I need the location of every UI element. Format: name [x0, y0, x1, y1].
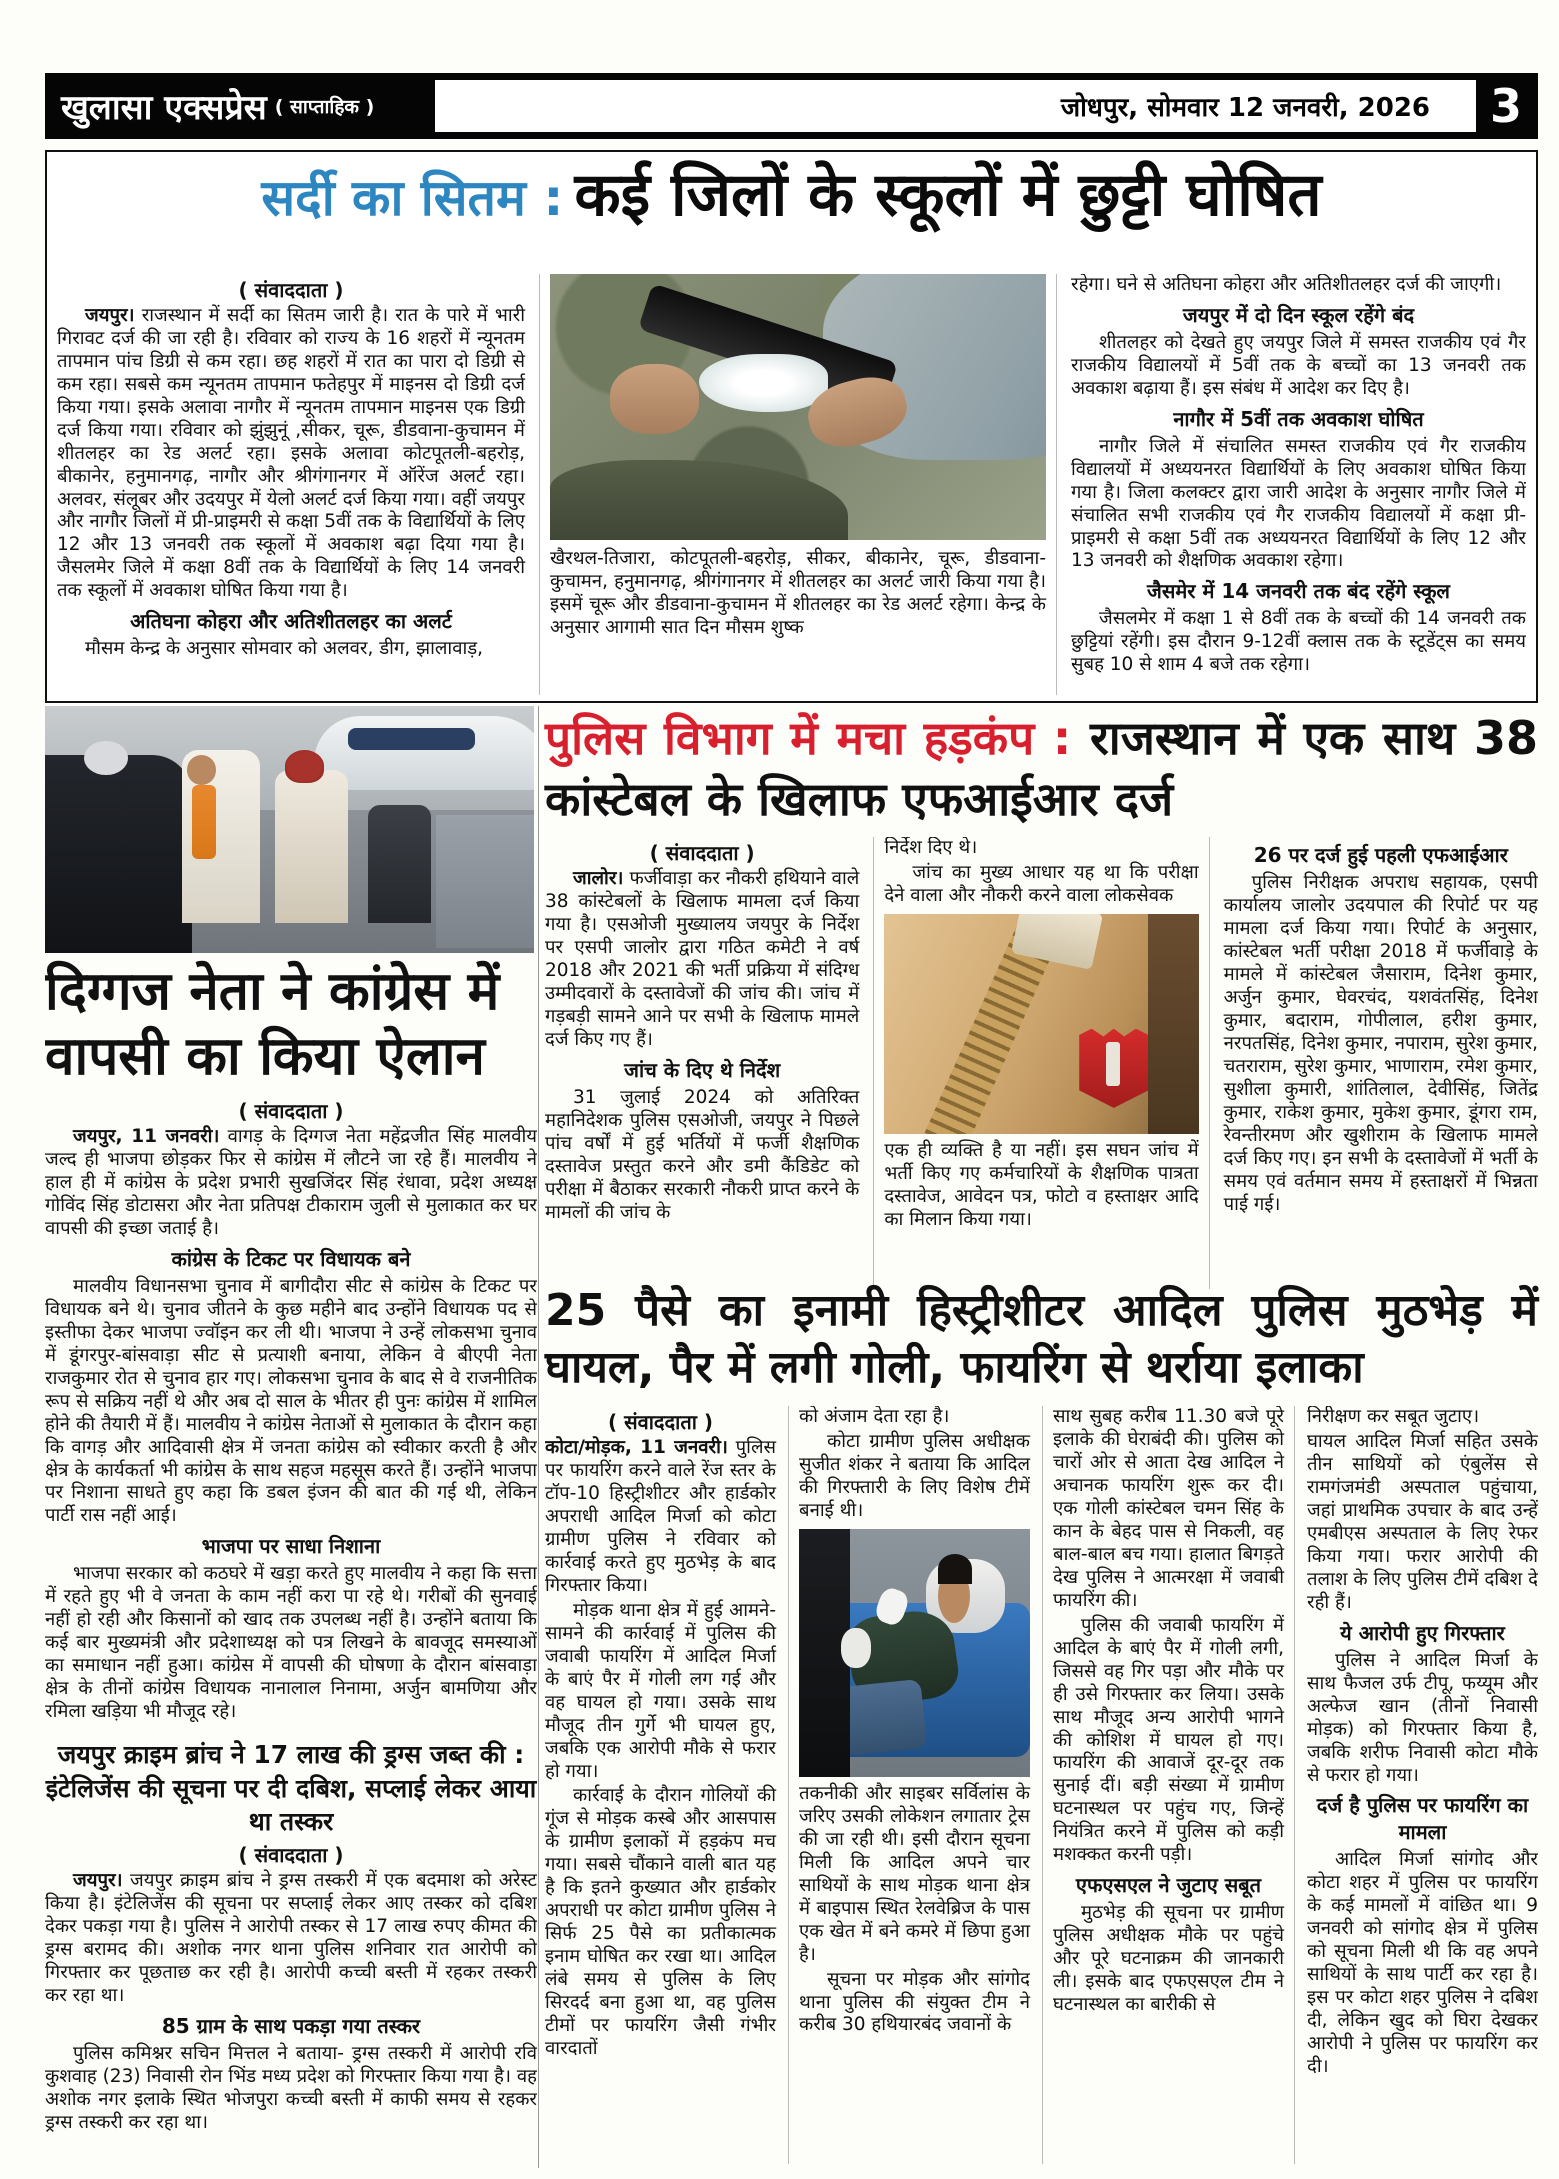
body-text: राजस्थान में सर्दी का सितम जारी है। रात के पारे में भारी गिरावट दर्ज की जा रही है। रविवार को राज्य के 16 शहरों में न्यूनतम तापमान पांच डिग्री से कम रहा। छह शहरों में रात का पारा दो डिग्री से कम रहा। सबसे कम न्यूनतम तापमान फतेहपुर में माइनस दो डिग्री दर्ज किया गया। इसके अलावा नागौर में न्यूनतम तापमान माइनस एक डिग्री दर्ज किया गया। रविवार को झुंझुनूं ,सीकर, चूरू, डीडवाना-कुचामन में शीतलहर का रेड अलर्ट रहा। इसके अलावा कोटपूतली-बहरोड़, बीकानेर, हनुमानगढ़, नागौर और श्रीगंगानगर में ऑरेंज अलर्ट रहा। अलवर, संलूबर और उदयपुर में येलो अलर्ट दर्ज किया गया। वहीं जयपुर और नागौर जिलों में प्री-प्राइमरी से कक्षा 5वीं तक के विद्यार्थियों के लिए 12 और 13 जनवरी तक स्कूलों में अवकाश बढ़ा दिया गया है। जैसलमेर जिले में कक्षा 8वीं तक के विद्यार्थियों के लिए 14 जनवरी तक स्कूलों में अवकाश घोषित किया गया है। [57, 305, 525, 602]
body-text: साथ सुबह करीब 11.30 बजे पूरे इलाके की घेराबंदी की। पुलिस को चारों ओर से आता देख आदिल ने अचानक फायरिंग शुरू कर दी। एक गोली कांस्टेबल चमन सिंह के कान के बेहद पास से निकली, वह बाल-बाल बच गया। हालात बिगड़ते देख पुलिस ने आत्मरक्षा में जवाबी फायरिंग की। [1053, 1406, 1284, 1611]
left-lower-column [45, 960, 537, 2175]
dateline-box [435, 80, 1476, 132]
paragraph [57, 638, 525, 661]
byline: ( संवाददाता ) [649, 841, 755, 866]
paragraph [545, 1785, 776, 2060]
paragraph [45, 1276, 537, 1528]
paragraph [799, 1783, 1030, 1967]
dateline-lead: कोटा/मोड़क, 11 जनवरी। [545, 1437, 728, 1459]
body-text: मालवीय विधानसभा चुनाव में बागीदौरा सीट से कांग्रेस के टिकट पर विधायक बने थे। चुनाव जीतने के कुछ महीने बाद उन्होंने विधायक पद से इस्तीफा देकर भाजपा ज्वॉइन कर ली थी। भाजपा ने उन्हें लोकसभा चुनाव में डूंगरपुर-बांसवाड़ा सीट से प्रत्याशी बनाया, लेकिन वे बीएपी नेता राजकुमार रोत से चुनाव हार गए। लोकसभा चुनाव के बाद से वे राजनीतिक रूप से सक्रिय नहीं थे और अब दो साल के भीतर ही पुनः कांग्रेस में शामिल होने की तैयारी में हैं। मालवीय ने कांग्रेस नेताओं से मुलाकात के दौरान कहा कि वागड़ और आदिवासी क्षेत्र में जनता कांग्रेस को स्वीकार करती है और क्षेत्र के कार्यकर्ता भी कांग्रेस के साथ सहज महसूस करते हैं। उन्होंने भाजपा पर निशाना साधते हुए कहा कि डबल इंजन की बात की गई थी, लेकिन पार्टी रास नहीं आई। [45, 1276, 537, 1527]
paragraph [1224, 872, 1538, 1216]
body-text: भाजपा सरकार को कठघरे में खड़ा करते हुए मालवीय ने कहा कि सत्ता में रहते हुए भी वे जनता के काम नहीं करा पा रहे थे। गरीबों की सुनवाई नहीं हो रही और किसानों को खाद तक उपलब्ध नहीं है। उन्होंने बताया कि कई बार मुख्यमंत्री और प्रदेशाध्यक्ष को पत्र लिखने के बावजूद समस्याओं का समाधान नहीं हुआ। कांग्रेस में वापसी की घोषणा के दौरान बांसवाड़ा क्षेत्र के तीनों कांग्रेस विधायक नानालाल निनामा, अर्जुन बामणिया और रमिला खड़िया भी मौजूद रहे। [45, 1563, 537, 1722]
body-text: नागौर जिले में संचालित समस्त राजकीय एवं गैर राजकीय विद्यालयों में अध्ययनरत विद्यार्थियों के लिए अवकाश घोषित किया गया है। जिला कलक्टर द्वारा जारी आदेश के अनुसार नागौर जिले में संचालित सभी राजकीय एवं गैर राजकीय विद्यालयों में कक्षा प्री-प्राइमरी से कक्षा 5वीं तक अध्ययनरत विद्यार्थियों के लिए 12 और 13 जनवरी को शैक्षणिक अवकाश रहेगा। [1071, 435, 1526, 572]
paragraph [545, 1437, 776, 1598]
paragraph [1307, 1406, 1538, 1429]
photo-modi-helicopter-window-shape [348, 728, 475, 750]
body-text: जैसलमेर में कक्षा 1 से 8वीं तक के बच्चों की 14 जनवरी तक छुट्टियां रहेंगी। इस दौरान 9-12वीं क्लास तक के स्टूडेंट्स का समय सुबह 10 से शाम 4 बजे तक रहेगा। [1071, 608, 1526, 676]
paragraph [545, 1087, 859, 1225]
body-text: 31 जुलाई 2024 को अतिरिक्त महानिदेशक पुलिस एसओजी, जयपुर ने पिछले पांच वर्षों में हुई भर्तियों में फर्जी शैक्षणिक दस्तावेज प्रस्तुत करने और डमी कैंडिडेट को परीक्षा में बैठाकर सरकारी नौकरी प्राप्त करने के मामलों की जांच के [545, 1086, 860, 1223]
coldwave-headline-main: कई जिलों के स्कूलों में छुट्टी घोषित [574, 160, 1322, 230]
fir-col-1 [545, 837, 859, 1289]
photo-modi-officer-shape [368, 805, 432, 924]
body-text: जयपुर क्राइम ब्रांच ने ड्रग्स तस्करी में एक बदमाश को अरेस्ट किया है। इंटेलिजेंस की सूचना पर सप्लाई लेकर आए तस्कर को दबिश देकर पकड़ा गया है। पुलिस ने आरोपी तस्कर से 17 लाख रुपए कीमत की ड्रग्स बरामद की। अशोक नगर थाना पुलिस शनिवार रात आरोपी को गिरफ्तार कर पूछताछ कर रही है। आरोपी कच्ची बस्ती में रहकर तस्करी कर रहा था। [45, 1870, 537, 2006]
body-text: वागड़ के दिग्गज नेता महेंद्रजीत सिंह मालवीय जल्द ही भाजपा छोड़कर फिर से कांग्रेस में लौटने जा रहे हैं। मालवीय ने हाल ही में कांग्रेस के प्रदेश प्रभारी सुखजिंदर सिंह रंधावा, प्रदेश अध्यक्ष गोविंद सिंह डोटासरा और नेता प्रतिपक्ष टीकाराम जुली से मुलाकात कर घर वापसी की इच्छा जताई है। [45, 1126, 537, 1240]
byline: ( संवाददाता ) [607, 1410, 714, 1435]
body-text: मौसम केन्द्र के अनुसार सोमवार को अलवर, डीग, झालावाड़, [85, 638, 484, 660]
paragraph [884, 862, 1198, 908]
paragraph [799, 1431, 1030, 1523]
photo-injured-accused [799, 1529, 1030, 1777]
fir-headline [545, 708, 1538, 829]
paragraph [545, 868, 859, 1052]
crosshead: ये आरोपी हुए गिरफ्तार [1340, 1620, 1505, 1645]
fir-col-3 [1224, 837, 1538, 1289]
body-text: पुलिस ने आदिल मिर्जा के साथ फैजल उर्फ टीपू, फय्यूम और अल्फेज खान (तीनों निवासी मोड़क) को गिरफ्तार किया है, जबकि शरीफ निवासी कोटा मौके से फरार हो गया। [1307, 1649, 1538, 1786]
body-text: फर्जीवाड़ा कर नौकरी हथियाने वाले 38 कांस्टेबलों के खिलाफ मामला दर्ज किया गया है। एसओजी मुख्यालय जयपुर के निर्देश पर एसपी जालोर द्वारा गठित कमेटी ने वर्ष 2018 और 2021 की भर्ती प्रक्रिया में संदिग्ध उम्मीदवारों के दस्तावेजों की जांच की। जांच में गड़बड़ी सामने आने पर सभी के खिलाफ मामले दर्ज किए गए हैं। [545, 868, 860, 1050]
body-text: शीतलहर को देखते हुए जयपुर जिले में समस्त राजकीय एवं गैर राजकीय विद्यालयों में 5वीं तक के बच्चों का 13 जनवरी तक अवकाश बढ़ाया हैं। इस संबंध में आदेश कर दिए है। [1071, 331, 1526, 399]
paragraph [1071, 274, 1526, 297]
dateline-lead: जयपुर। [73, 1870, 123, 1892]
drugs-headline: जयपुर क्राइम ब्रांच ने 17 लाख की ड्रग्स जब्त की : इंटेलिजेंस की सूचना पर दी दबिश, सप्लाई लेकर आया था तस्कर [45, 1739, 537, 1837]
paragraph [799, 1406, 1030, 1429]
paragraph [1071, 332, 1526, 401]
encounter-col-4 [1307, 1406, 1538, 2164]
body-text: कार्रवाई के दौरान गोलियों की गूंज से मोड़क कस्बे और आसपास के ग्रामीण इलाकों में हड़कंप मच गया। सबसे चौंकाने वाली बात यह है कि इतने कुख्यात और हार्डकोर अपराधी पर कोटा ग्रामीण पुलिस ने सिर्फ 25 पैसे का प्रतीकात्मक इनाम घोषित कर रखा था। आदिल लंबे समय से पुलिस के लिए सिरदर्द बना हुआ था, वह पुलिस टीमों पर फायरिंग जैसी गंभीर वारदातों [545, 1785, 776, 2059]
encounter-col-2 [788, 1406, 1030, 2164]
coldwave-col-1 [57, 274, 525, 695]
photo-injured-hair-shape [938, 1554, 973, 1584]
paragraph [45, 1870, 537, 2008]
paragraph [550, 548, 1046, 640]
photo-leaders-meeting [45, 706, 534, 953]
crosshead: जांच के दिए थे निर्देश [624, 1057, 781, 1082]
photo-modi-crowd-shape [45, 755, 192, 953]
crosshead: नागौर में 5वीं तक अवकाश घोषित [1173, 406, 1424, 431]
photo-uniform-background-shape [1148, 914, 1198, 1134]
body-text: एक ही व्यक्ति है या नहीं। इस सघन जांच में भर्ती किए गए कर्मचारियों के शैक्षणिक पात्रता दस्तावेज, आवेदन पत्र, फोटो व हस्ताक्षर आदि का मिलान किया गया। [884, 1140, 1199, 1231]
byline: ( संवाददाता ) [238, 1099, 344, 1124]
byline: ( संवाददाता ) [238, 278, 344, 302]
dateline-lead: जालोर। [573, 868, 624, 890]
paragraph [884, 1140, 1198, 1232]
fir-columns [545, 837, 1538, 1289]
page-number: 3 [1489, 79, 1522, 133]
photo-modi-barrier-shape [436, 815, 534, 948]
body-text: आदिल मिर्जा सांगोद और कोटा शहर में पुलिस पर फायरिंग के कई मामलों में वांछित था। 9 जनवरी को सांगोद क्षेत्र में पुलिस को सूचना मिली थी कि वह अपने साथियों के साथ पार्टी कर रहा है। इस पर कोटा शहर पुलिस ने दबिश दी, लेकिन खुद को घिरा देखकर आरोपी ने पुलिस पर फायरिंग कर दी। [1307, 1849, 1538, 2077]
photo-cold-hand-left-shape [610, 364, 699, 433]
coldwave-col-3 [1071, 274, 1526, 695]
photo-modi-red-turban-shape [285, 750, 324, 782]
photo-frozen-pipe [550, 274, 1046, 540]
photo-injured-glove-shape [841, 1628, 871, 1668]
body-text: मुठभेड़ की सूचना पर ग्रामीण पुलिस अधीक्षक मौके पर पहुंचे और पूरे घटनाक्रम की जानकारी ली। इसके बाद एफएसएल टीम ने घटनास्थल का बारीकी से [1053, 1902, 1284, 2015]
fir-headline-kicker: पुलिस विभाग में मचा हड़कंप : [545, 711, 1072, 765]
crosshead: एफएसएल ने जुटाए सबूत [1075, 1873, 1262, 1898]
body-text: जांच का मुख्य आधार यह था कि परीक्षा देने वाला और नौकरी करने वाला लोकसेवक [884, 862, 1199, 907]
photo-modi-face-shape [187, 755, 216, 785]
paragraph [1307, 1849, 1538, 2078]
body-text: घायल आदिल मिर्जा सहित उसके तीन साथियों को एंबुलेंस से रामगंजमंडी अस्पताल पहुंचाया, जहां प्राथमिक उपचार के बाद उन्हें एमबीएस अस्पताल के लिए रेफर किया गया। फरार आरोपी की तलाश के लिए पुलिस टीमें दबिश दे रही हैं। [1307, 1431, 1538, 1613]
body-text: पुलिस कमिश्नर सचिन मित्तल ने बताया- ड्रग्स तस्करी में आरोपी रवि कुशवाह (23) निवासी रोन भिंड मध्य प्रदेश को गिरफ्तार किया गया है। वह अशोक नगर इलाके स्थित भोजपुरा कच्ची बस्ती में काफी समय से रहकर ड्रग्स तस्करी कर रहा था। [45, 2042, 537, 2133]
body-text: कोटा ग्रामीण पुलिस अधीक्षक सुजीत शंकर ने बताया कि आदिल की गिरफ्तारी के लिए विशेष टीमें बनाई थी। [799, 1431, 1030, 1522]
photo-police-uniform [884, 914, 1198, 1134]
brand-suffix: ( साप्ताहिक ) [274, 96, 375, 118]
paragraph [1071, 436, 1526, 574]
paragraph [1307, 1431, 1538, 1615]
body-text: खैरथल-तिजारा, कोटपूतली-बहरोड़, सीकर, बीकानेर, चूरू, डीडवाना-कुचामन, हनुमानगढ़, श्रीगंगानगर में शीतलहर का अलर्ट जारी किया गया है। इसमें चूरू और डीडवाना-कुचामन में शीतलहर का रेड अलर्ट रहेगा। केन्द्र के अनुसार आगामी सात दिन मौसम शुष्क [550, 548, 1046, 638]
fir-headline-main: राजस्थान में एक साथ 38 कांस्टेबल के खिलाफ एफआईआर दर्ज [545, 711, 1538, 826]
crosshead: अतिघना कोहरा और अतिशीतलहर का अलर्ट [130, 609, 452, 634]
paragraph [45, 1563, 537, 1724]
crosshead: 85 ग्राम के साथ पकड़ा गया तस्कर [161, 2013, 421, 2038]
body-text: पुलिस की जवाबी फायरिंग में आदिल के बाएं पैर में गोली लगी, जिससे वह गिर पड़ा और मौके पर ही उसे गिरफ्तार कर लिया। उसके साथ मौजूद अन्य आरोपी भागने की कोशिश में घायल हो गए। फायरिंग की आवाजें दूर-दूर तक सुनाई दीं। बड़ी संख्या में ग्रामीण घटनास्थल पर पहुंच गए, जिन्हें नियंत्रित करने में पुलिस को कड़ी मशक्कत करनी पड़ी। [1053, 1614, 1284, 1866]
crosshead: कांग्रेस के टिकट पर विधायक बने [171, 1247, 411, 1271]
paragraph [45, 2043, 537, 2135]
congress-headline: दिग्गज नेता ने कांग्रेस में वापसी का किया ऐलान [45, 961, 500, 1087]
photo-modi-turban-grey-shape [84, 741, 128, 776]
coldwave-headline [55, 162, 1528, 228]
masthead-bar [45, 73, 1538, 139]
body-text: मोड़क थाना क्षेत्र में हुई आमने-सामने की कार्रवाई में पुलिस की जवाबी फायरिंग में आदिल मिर्जा के बाएं पैर में गोली लग गई और वह घायल हो गया। उसके साथ मौजूद तीन गुर्गे भी घायल हुए, जबकि एक आरोपी मौके से फरार हो गया। [545, 1599, 776, 1782]
brand-title: खुलासा एक्सप्रेस [61, 88, 267, 128]
paragraph [545, 1600, 776, 1784]
paragraph [1307, 1650, 1538, 1788]
paragraph [1071, 608, 1526, 677]
dateline-lead: जयपुर। [85, 305, 135, 326]
article-coldwave [45, 150, 1538, 703]
body-text: पुलिस पर फायरिंग करने वाले रेंज स्तर के टॉप-10 हिस्ट्रीशीटर और हार्डकोर अपराधी आदिल मिर्जा को कोटा ग्रामीण पुलिस ने रविवार को कार्रवाई करते हुए मुठभेड़ के बाद गिरफ्तार किया। [545, 1437, 777, 1596]
encounter-col-1 [545, 1406, 776, 2164]
crosshead: जयपुर में दो दिन स्कूल रहेंगे बंद [1182, 302, 1415, 327]
newspaper-brand [61, 75, 374, 137]
crosshead: दर्ज है पुलिस पर फायरिंग का मामला [1316, 1793, 1529, 1845]
article-fir [545, 708, 1538, 1289]
crosshead: जैसमेर में 14 जनवरी तक बंद रहेंगे स्कूल [1146, 579, 1450, 604]
paragraph [1053, 1615, 1284, 1867]
fir-col-2 [873, 837, 1209, 1289]
dateline-lead: जयपुर, 11 जनवरी। [73, 1126, 220, 1148]
byline: ( संवाददाता ) [238, 1843, 344, 1868]
body-text: निर्देश दिए थे। [884, 837, 978, 859]
body-text: पुलिस निरीक्षक अपराध सहायक, एसपी कार्यालय जालोर उदयपाल की रिपोर्ट पर यह मामला दर्ज किया गया। रिपोर्ट के अनुसार, कांस्टेबल भर्ती परीक्षा 2018 में फर्जीवाड़े के मामले में कांस्टेबल जैसाराम, दिनेश कुमार, अर्जुन कुमार, घेवरचंद, यशवंतसिंह, दिनेश कुमार, बदाराम, गोपीलाल, हरीश कुमार, नरपतसिंह, दिनेश कुमार, नपाराम, सुरेश कुमार, चतराराम, सुरेश कुमार, भाणाराम, रमेश कुमार, सुशीला कुमारी, शांतिलाल, देवीसिंह, जितेंद्र कुमार, राकेश कुमार, मुकेश कुमार, डूंगरा राम, रेवन्तीरमण और खुशीराम के खिलाफ मामले दर्ज किए गए। इन सभी के दस्तावेजों में भर्ती के समय एवं वर्तमान समय में हस्ताक्षरों में भिन्नता पाई गई। [1223, 872, 1538, 1215]
paragraph [884, 837, 1198, 860]
body-text: सूचना पर मोड़क और सांगोद थाना पुलिस की संयुक्त टीम ने करीब 30 हथियारबंद जवानों के [799, 1968, 1030, 2036]
coldwave-columns [57, 274, 1526, 695]
photo-uniform-badge-pillar-shape [1106, 1042, 1120, 1086]
body-text: तकनीकी और साइबर सर्विलांस के जरिए उसकी लोकेशन लगातार ट्रेस की जा रही थी। इसी दौरान सूचना मिली कि आदिल अपने चार साथियों के साथ मोड़क थाना क्षेत्र में बाइपास स्थित रेलवेब्रिज के पास एक खेत में बने कमरे में छिपा हुआ है। [799, 1783, 1030, 1965]
encounter-col-3 [1042, 1406, 1295, 2164]
photo-modi-guest-shape [275, 770, 348, 923]
body-text: निरीक्षण कर सबूत जुटाए। [1307, 1406, 1480, 1428]
article-encounter [545, 1282, 1538, 2164]
paragraph [799, 1969, 1030, 2038]
paragraph [1053, 1902, 1284, 2017]
coldwave-headline-kicker: सर्दी का सितम : [261, 169, 564, 227]
paragraph [1053, 1406, 1284, 1612]
paragraph [57, 305, 525, 603]
edition-dateline: जोधपुर, सोमवार 12 जनवरी, 2026 [1060, 93, 1430, 123]
photo-modi-stole-shape [192, 785, 216, 859]
paragraph [45, 1126, 537, 1241]
column-divider [538, 706, 539, 2168]
encounter-headline: 25 पैसे का इनामी हिस्ट्रीशीटर आदिल पुलिस मुठभेड़ में घायल, पैर में लगी गोली, फायरिंग से थर्राया इलाका [545, 1285, 1538, 1394]
coldwave-col-2 [539, 274, 1057, 695]
body-text: रहेगा। घने से अतिघना कोहरा और अतिशीतलहर दर्ज की जाएगी। [1071, 274, 1502, 295]
encounter-columns [545, 1406, 1538, 2164]
crosshead: भाजपा पर साधा निशाना [201, 1534, 381, 1559]
photo-injured-jeans-shape [837, 1679, 927, 1757]
body-text: को अंजाम देता रहा है। [799, 1406, 950, 1428]
crosshead: 26 पर दर्ज हुई पहली एफआईआर [1253, 843, 1508, 868]
